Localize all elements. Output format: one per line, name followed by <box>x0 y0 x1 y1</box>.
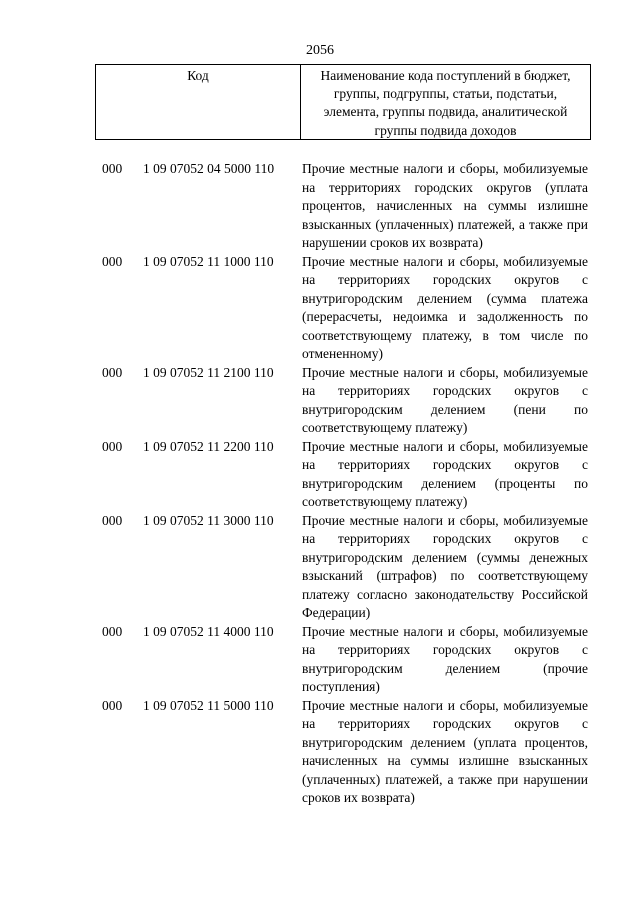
table-row <box>0 512 640 623</box>
admin-code: 000 <box>102 438 123 454</box>
table-header <box>95 64 591 140</box>
admin-code: 000 <box>102 161 123 176</box>
revenue-description: Прочие местные налоги и сборы, мобилизуемые на территориях городских округов с внутригородским делением (суммы денежных взысканий (штрафов) по соответствующему платежу согласно законодательству Российской Федерации) <box>302 512 588 620</box>
admin-code: 000 <box>102 623 123 639</box>
revenue-description: Прочие местные налоги и сборы, мобилизуемые на территориях городских округов с внутригородским делением (уплата процентов, начисленных на суммы излишне взысканных (уплаченных) платежей, а также при нарушении сроков их возврата) <box>302 697 588 805</box>
table-row <box>0 253 640 364</box>
revenue-code: 1 09 07052 11 2100 110 <box>143 364 274 380</box>
revenue-description: Прочие местные налоги и сборы, мобилизуемые на территориях городских округов с внутригородским делением (прочие поступления) <box>302 623 588 694</box>
admin-code: 000 <box>102 364 123 380</box>
table-row <box>0 364 640 438</box>
revenue-code: 1 09 07052 11 1000 110 <box>143 253 274 269</box>
table-row <box>0 623 640 697</box>
revenue-description: Прочие местные налоги и сборы, мобилизуемые на территориях городских округов с внутригородским делением (сумма платежа (перерасчеты, недоимка и задолженность по соответствующему платежу, в том числе по отмененному) <box>302 253 588 361</box>
table-row <box>0 697 640 808</box>
revenue-description: Прочие местные налоги и сборы, мобилизуемые на территориях городских округов с внутригородским делением (пени по соответствующему платежу) <box>302 364 588 435</box>
revenue-description: Прочие местные налоги и сборы, мобилизуемые на территориях городских округов с внутригородским делением (проценты по соответствующему платежу) <box>302 438 588 509</box>
revenue-code-list <box>0 160 640 808</box>
header-code-column: Код <box>96 65 301 139</box>
revenue-code: 1 09 07052 11 2200 110 <box>143 438 274 454</box>
revenue-description: Прочие местные налоги и сборы, мобилизуемые на территориях городских округов (уплата процентов, начисленных на суммы излишне взысканных (уплаченных) платежей, а также при нарушении сроков их возврата) <box>302 161 588 250</box>
page-number: 2056 <box>306 43 334 58</box>
admin-code: 000 <box>102 697 123 713</box>
revenue-code: 1 09 07052 11 3000 110 <box>143 512 274 528</box>
header-name-column: Наименование кода поступлений в бюджет, группы, подгруппы, статьи, подстатьи, элемента, группы подвида, аналитической группы подвида доходов <box>320 68 571 138</box>
admin-code: 000 <box>102 512 123 528</box>
admin-code: 000 <box>102 253 123 269</box>
revenue-code: 1 09 07052 11 5000 110 <box>143 697 274 713</box>
revenue-code: 1 09 07052 04 5000 110 <box>143 161 275 176</box>
revenue-code: 1 09 07052 11 4000 110 <box>143 623 274 639</box>
table-row <box>0 438 640 512</box>
table-row <box>0 160 640 253</box>
